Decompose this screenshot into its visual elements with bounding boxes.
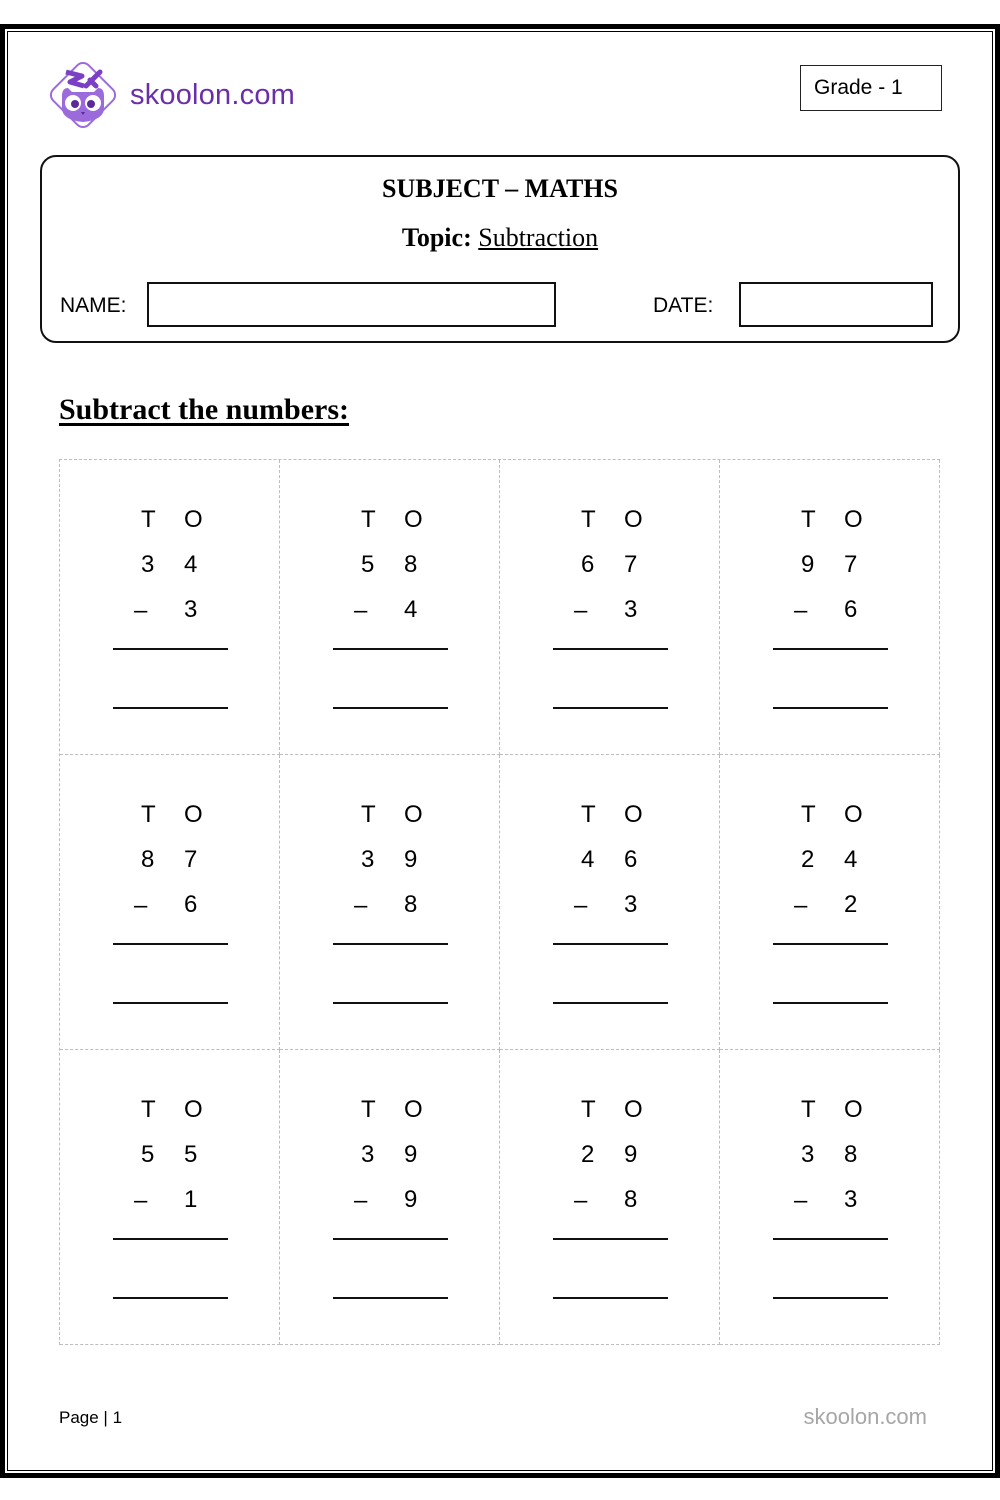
ones-header: O [404, 801, 423, 828]
minuend-ones: 8 [404, 551, 418, 578]
minus-sign: – [134, 1187, 148, 1214]
minus-sign: – [134, 597, 148, 624]
subtrahend: 9 [404, 1186, 418, 1213]
minuend-ones: 5 [184, 1141, 198, 1168]
problem-cell [500, 1050, 720, 1345]
sum-line [553, 1238, 668, 1240]
sum-line [773, 1238, 888, 1240]
ones-header: O [844, 1096, 863, 1123]
worksheet-header [40, 155, 960, 343]
problem-cell [720, 460, 940, 755]
minuend-ones: 4 [844, 846, 858, 873]
minus-sign: – [794, 1187, 808, 1214]
minus-sign: – [354, 892, 368, 919]
minus-sign: – [574, 597, 588, 624]
minus-sign: – [354, 1187, 368, 1214]
subtrahend: 8 [404, 891, 418, 918]
minuend-ones: 7 [624, 551, 638, 578]
sum-line [773, 943, 888, 945]
minuend-tens: 3 [801, 1141, 815, 1168]
sum-line [113, 648, 228, 650]
minuend-ones: 9 [404, 1141, 418, 1168]
subtrahend: 3 [844, 1186, 858, 1213]
sum-line [553, 943, 668, 945]
tens-header: T [801, 801, 816, 828]
name-label: NAME: [60, 294, 127, 317]
minuend-ones: 9 [404, 846, 418, 873]
subtrahend: 6 [184, 891, 198, 918]
tens-header: T [801, 1096, 816, 1123]
minuend-tens: 2 [801, 846, 815, 873]
subtrahend: 8 [624, 1186, 638, 1213]
problem-cell [60, 1050, 280, 1345]
topic-value: Subtraction [478, 223, 599, 252]
subtrahend: 1 [184, 1186, 198, 1213]
tens-header: T [581, 506, 596, 533]
problem-cell [720, 1050, 940, 1345]
sum-line [113, 943, 228, 945]
answer-line[interactable] [333, 707, 448, 709]
answer-line[interactable] [773, 1297, 888, 1299]
answer-line[interactable] [773, 707, 888, 709]
ones-header: O [624, 506, 643, 533]
problem-cell [500, 460, 720, 755]
minus-sign: – [354, 597, 368, 624]
tens-header: T [581, 1096, 596, 1123]
problem-cell [60, 460, 280, 755]
tens-header: T [361, 801, 376, 828]
answer-line[interactable] [333, 1002, 448, 1004]
answer-line[interactable] [113, 1297, 228, 1299]
ones-header: O [404, 506, 423, 533]
sum-line [773, 648, 888, 650]
minuend-tens: 3 [361, 846, 375, 873]
problem-cell [280, 1050, 500, 1345]
answer-line[interactable] [773, 1002, 888, 1004]
subtrahend: 4 [404, 596, 418, 623]
sum-line [113, 1238, 228, 1240]
minus-sign: – [574, 892, 588, 919]
problem-cell [720, 755, 940, 1050]
tens-header: T [801, 506, 816, 533]
subtrahend: 2 [844, 891, 858, 918]
minuend-tens: 3 [141, 551, 155, 578]
minus-sign: – [794, 892, 808, 919]
minuend-tens: 5 [361, 551, 375, 578]
subtrahend: 3 [184, 596, 198, 623]
ones-header: O [844, 506, 863, 533]
subtrahend: 3 [624, 891, 638, 918]
minuend-ones: 6 [624, 846, 638, 873]
brand-name: skoolon.com [130, 78, 295, 111]
minuend-tens: 6 [581, 551, 595, 578]
subtrahend: 3 [624, 596, 638, 623]
tens-header: T [141, 1096, 156, 1123]
topic-label: Topic: [401, 223, 472, 252]
minuend-tens: 9 [801, 551, 815, 578]
ones-header: O [624, 1096, 643, 1123]
minus-sign: – [794, 597, 808, 624]
page-number: Page | 1 [59, 1408, 123, 1427]
instruction-heading: Subtract the numbers: [59, 393, 349, 426]
ones-header: O [404, 1096, 423, 1123]
problem-cell [60, 755, 280, 1050]
problem-grid [59, 459, 940, 1345]
date-field[interactable] [739, 282, 933, 327]
minus-sign: – [574, 1187, 588, 1214]
ones-header: O [624, 801, 643, 828]
answer-line[interactable] [113, 1002, 228, 1004]
answer-line[interactable] [113, 707, 228, 709]
minuend-tens: 2 [581, 1141, 595, 1168]
footer-brand: skoolon.com [803, 1404, 927, 1429]
minuend-ones: 8 [844, 1141, 858, 1168]
sum-line [553, 648, 668, 650]
problem-cell [280, 755, 500, 1050]
tens-header: T [361, 506, 376, 533]
sum-line [333, 943, 448, 945]
date-label: DATE: [653, 294, 714, 317]
ones-header: O [184, 506, 203, 533]
grade-badge: Grade - 1 [800, 65, 942, 111]
answer-line[interactable] [333, 1297, 448, 1299]
ones-header: O [844, 801, 863, 828]
brand-logo [40, 52, 295, 138]
answer-line[interactable] [553, 1002, 668, 1004]
minuend-ones: 9 [624, 1141, 638, 1168]
minuend-ones: 7 [844, 551, 858, 578]
minuend-tens: 8 [141, 846, 155, 873]
minuend-tens: 3 [361, 1141, 375, 1168]
sum-line [333, 648, 448, 650]
subject-title: SUBJECT – MATHS [382, 174, 618, 203]
minuend-tens: 5 [141, 1141, 155, 1168]
tens-header: T [581, 801, 596, 828]
topic-line [42, 223, 958, 253]
answer-line[interactable] [553, 707, 668, 709]
name-field[interactable] [147, 282, 556, 327]
minuend-ones: 7 [184, 846, 198, 873]
problem-cell [500, 755, 720, 1050]
tens-header: T [141, 506, 156, 533]
tens-header: T [141, 801, 156, 828]
tens-header: T [361, 1096, 376, 1123]
sum-line [333, 1238, 448, 1240]
ones-header: O [184, 1096, 203, 1123]
problem-cell [280, 460, 500, 755]
ones-header: O [184, 801, 203, 828]
minuend-ones: 4 [184, 551, 198, 578]
minus-sign: – [134, 892, 148, 919]
answer-line[interactable] [553, 1297, 668, 1299]
owl-logo-icon [40, 52, 126, 138]
subtrahend: 6 [844, 596, 858, 623]
minuend-tens: 4 [581, 846, 595, 873]
